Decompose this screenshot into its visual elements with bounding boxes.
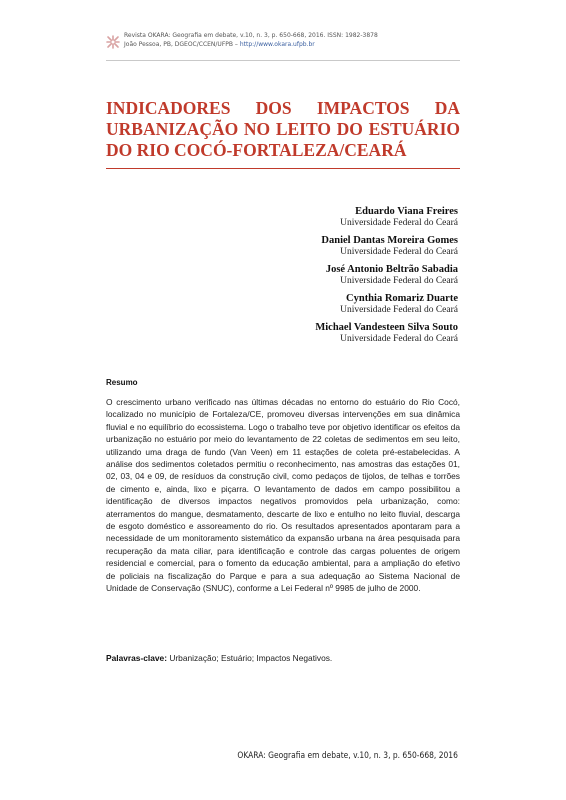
- page-footer: OKARA: Geografia em debate, v.10, n. 3, p. 650-668, 2016: [237, 750, 458, 761]
- journal-location: [124, 41, 378, 50]
- journal-header: [124, 32, 378, 49]
- author-name: José Antonio Beltrão Sabadia: [325, 264, 458, 275]
- author-entry: [138, 264, 458, 287]
- author-institution: Universidade Federal do Ceará: [340, 305, 458, 315]
- header-divider: [106, 60, 460, 61]
- author-entry: [138, 206, 458, 229]
- journal-url-link[interactable]: http://www.okara.ufpb.br: [239, 40, 315, 48]
- title-divider: [106, 168, 460, 169]
- author-name: Michael Vandesteen Silva Souto: [315, 322, 458, 333]
- author-list: [138, 206, 458, 351]
- author-name: Eduardo Viana Freires: [355, 206, 458, 217]
- journal-location-prefix: João Pessoa, PB, DGEOC/CCEN/UFPB –: [124, 40, 240, 48]
- author-entry: [138, 235, 458, 258]
- author-institution: Universidade Federal do Ceará: [340, 218, 458, 228]
- author-institution: Universidade Federal do Ceará: [340, 276, 458, 286]
- keywords-text: Urbanização; Estuário; Impactos Negativos.: [167, 653, 333, 663]
- keywords: [106, 652, 460, 664]
- article-title: INDICADORES DOS IMPACTOS DA URBANIZAÇÃO NO LEITO DO ESTUÁRIO DO RIO COCÓ-FORTALEZA/CEARÁ: [106, 98, 460, 160]
- journal-citation: Revista OKARA: Geografia em debate, v.10, n. 3, p. 650-668, 2016. ISSN: 1982-3878: [124, 32, 378, 39]
- author-institution: Universidade Federal do Ceará: [340, 247, 458, 257]
- journal-logo-icon: [106, 35, 120, 49]
- abstract-text: O crescimento urbano verificado nas últimas décadas no entorno do estuário do Rio Cocó, localizado no município de Fortaleza/CE, promoveu diversas intervenções em sua dinâmica fluvial e no equilíbrio do ecossistema. Logo o trabalho teve por objetivo identificar os efeitos da urbanização no estuário por meio do levantamento de 22 coletas de sedimentos em seu leito, utilizando uma draga de fundo (Van Veen) em 11 estações de coleta pré-estabelecidas. A análise dos sedimentos coletados permitiu o reconhecimento, nas amostras das estações 01, 02, 03, 04 e 09, de resíduos da construção civil, como pedaços de tijolos, de telhas e torrões de cimento e, ainda, lixo e piçarra. O levantamento de dados em campo possibilitou a identificação de diversos impactos negativos promovidos pela urbanização, como: aterramentos do mangue, desmatamento, descarte de lixo e entulho no leito fluvial, descarga de esgoto doméstico e assoreamento do rio. Os resultados apresentados apontaram para a necessidade de um monitoramento sistemático da expansão urbana na área pesquisada para recuperação da mata ciliar, para identificação e controle das cargas poluentes de origem residencial e comercial, para o fomento da educação ambiental, para a ampliação do efetivo de policiais na fiscalização do Parque e para a sua adequação ao Sistema Nacional de Unidade de Conservação (SNUC), conforme a Lei Federal nº 9985 de julho de 2000.: [106, 397, 460, 594]
- keywords-label: Palavras-clave:: [106, 653, 167, 663]
- author-name: Daniel Dantas Moreira Gomes: [321, 235, 458, 246]
- author-entry: [138, 293, 458, 316]
- abstract-heading: Resumo: [106, 378, 138, 387]
- author-institution: Universidade Federal do Ceará: [340, 334, 458, 344]
- author-name: Cynthia Romariz Duarte: [346, 293, 458, 304]
- author-entry: [138, 322, 458, 345]
